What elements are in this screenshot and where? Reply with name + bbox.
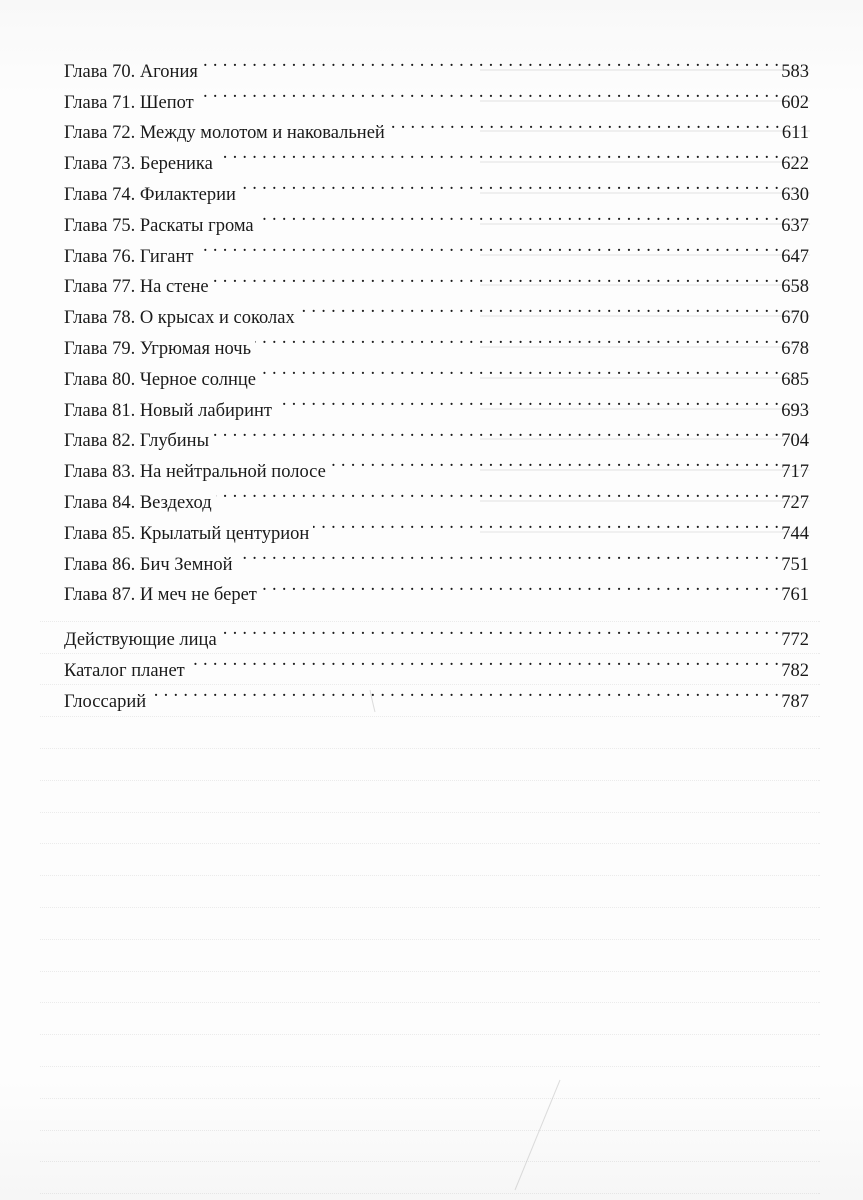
- chapter-page-number: 583: [781, 61, 809, 82]
- appendix-page-number: 782: [781, 660, 809, 681]
- chapter-page-number: 678: [781, 338, 809, 359]
- chapter-title: Глава 77. На стене: [64, 277, 209, 298]
- appendix-title: Глоссарий: [64, 691, 147, 712]
- chapter-page-number: 744: [781, 523, 809, 544]
- dot-leader: [261, 570, 779, 601]
- dot-leader: [258, 200, 780, 231]
- appendix-entry: [64, 676, 809, 712]
- chapter-page-number: 647: [781, 246, 809, 267]
- dot-leader: [198, 231, 780, 262]
- dot-leader: [202, 46, 779, 77]
- dot-leader: [237, 539, 780, 570]
- chapter-title: Глава 73. Береника: [64, 154, 213, 175]
- dot-leader: [299, 292, 780, 323]
- chapter-page-number: 693: [781, 400, 809, 421]
- chapter-page-number: 630: [781, 184, 809, 205]
- dot-leader: [217, 138, 779, 169]
- chapter-title: Глава 75. Раскаты грома: [64, 215, 254, 236]
- chapter-title: Глава 78. О крысах и соколах: [64, 308, 295, 329]
- dot-leader: [198, 77, 780, 108]
- dot-leader: [389, 108, 780, 139]
- chapter-title: Глава 72. Между молотом и наковальней: [64, 123, 385, 144]
- chapter-title: Глава 84. Вездеход: [64, 492, 212, 513]
- dot-leader: [330, 446, 779, 477]
- chapter-list: [64, 46, 809, 606]
- dot-leader: [189, 645, 780, 676]
- dot-leader: [216, 477, 780, 508]
- chapter-title: Глава 82. Глубины: [64, 431, 210, 452]
- dot-leader: [150, 676, 779, 707]
- chapter-title: Глава 80. Черное солнце: [64, 369, 256, 390]
- dot-leader: [213, 416, 779, 447]
- chapter-title: Глава 85. Крылатый центурион: [64, 523, 310, 544]
- appendix-page-number: 772: [781, 630, 809, 651]
- chapter-title: Глава 86. Бич Земной: [64, 554, 233, 575]
- dot-leader: [260, 354, 779, 385]
- appendix-page-number: 787: [781, 691, 809, 712]
- appendix-entry: [64, 614, 809, 651]
- chapter-page-number: 717: [781, 462, 809, 483]
- dot-leader: [313, 508, 779, 539]
- chapter-page-number: 704: [781, 431, 809, 452]
- chapter-title: Глава 79. Угрюмая ночь: [64, 338, 252, 359]
- chapter-title: Глава 76. Гигант: [64, 246, 194, 267]
- chapter-page-number: 611: [781, 123, 809, 144]
- chapter-title: Глава 83. На нейтральной полосе: [64, 462, 326, 483]
- dot-leader: [276, 385, 779, 416]
- dot-leader: [255, 323, 779, 354]
- chapter-page-number: 751: [781, 554, 809, 575]
- chapter-title: Глава 74. Филактерии: [64, 184, 236, 205]
- chapter-title: Глава 71. Шепот: [64, 92, 194, 113]
- appendix-title: Действующие лица: [64, 630, 217, 651]
- chapter-page-number: 622: [781, 154, 809, 175]
- appendix-list: [64, 614, 809, 712]
- dot-leader: [240, 169, 779, 200]
- chapter-page-number: 685: [781, 369, 809, 390]
- chapter-page-number: 761: [781, 585, 809, 606]
- chapter-title: Глава 70. Агония: [64, 61, 198, 82]
- chapter-page-number: 670: [781, 308, 809, 329]
- chapter-page-number: 637: [781, 215, 809, 236]
- chapter-title: Глава 81. Новый лабиринт: [64, 400, 273, 421]
- dot-leader: [213, 262, 780, 293]
- chapter-page-number: 658: [781, 277, 809, 298]
- chapter-page-number: 602: [781, 92, 809, 113]
- table-of-contents: [64, 46, 809, 712]
- chapter-entry: [64, 46, 809, 82]
- chapter-title: Глава 87. И меч не берет: [64, 585, 257, 606]
- appendix-title: Каталог планет: [64, 660, 185, 681]
- chapter-page-number: 727: [781, 492, 809, 513]
- dot-leader: [221, 614, 780, 645]
